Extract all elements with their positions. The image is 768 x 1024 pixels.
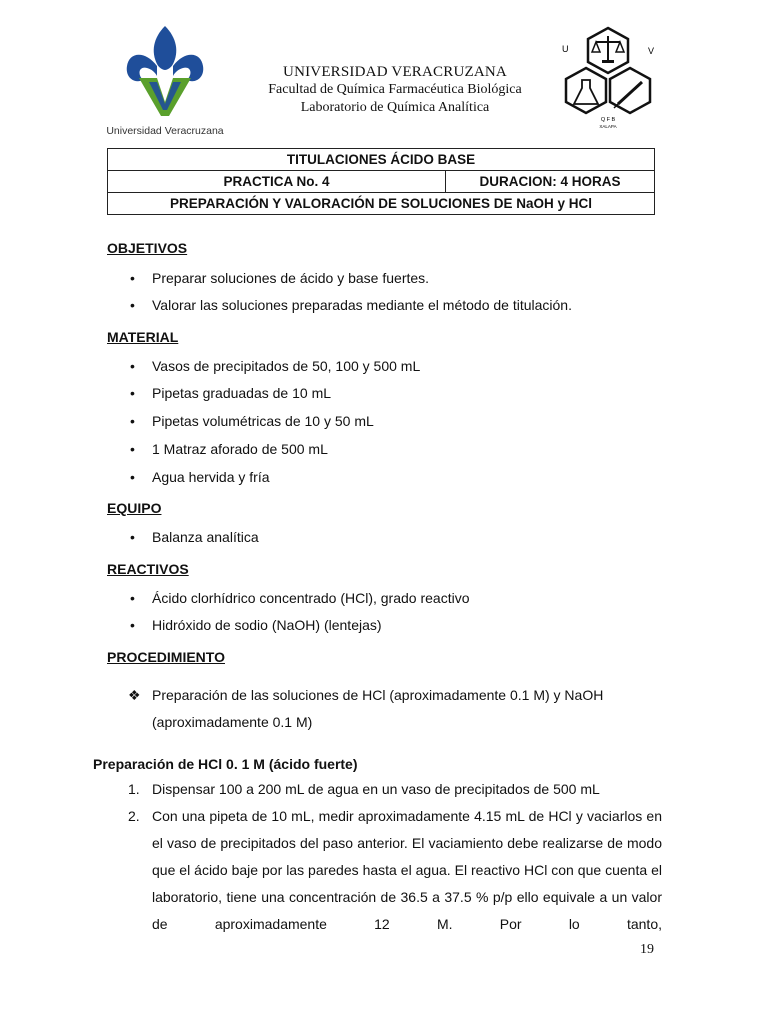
bullet-icon: • [130, 469, 135, 485]
bullet-icon: • [130, 358, 135, 374]
institution-header [230, 63, 560, 117]
bullet-icon: • [130, 270, 135, 286]
bullet-icon: • [130, 590, 135, 606]
practice-duration: DURACION: 4 HORAS [446, 171, 655, 193]
logo-letter-u: U [562, 44, 569, 54]
logo-letters-qfb: Q F B [600, 117, 616, 123]
fleur-de-lis-icon [123, 24, 207, 122]
page-number: 19 [640, 942, 654, 957]
hexagon-emblem-icon [556, 24, 660, 132]
bullet-icon: • [130, 297, 135, 313]
reactivos-heading: REACTIVOS [107, 561, 189, 577]
bullet-icon: • [130, 441, 135, 457]
document-page: Universidad Veracruzana UNIVERSIDAD VERACRUZANA Facultad de Química Farmacéutica Biológica Laboratorio de Química Analítica U V Q F B XALAPA TITULACIONES ÁCIDO BASE PRACTICA No. 4 DURACION: 4 HORAS PREPARACIÓN Y VALORACIÓN DE SOLUCIONES DE NaOH y HCl OBJETIVOS • Preparar soluciones de ácido y base fuertes. • Valorar las soluciones preparadas mediante el método de titulación. MATERIAL • Vasos de precipitados de 50, 100 y 500 mL • Pipetas graduadas de 10 mL • Pipetas volumétricas de 10 y 50 mL • 1 Matraz aforado de 500 mL • Agua hervida y fría EQUIPO • Balanza analítica REACTIVOS • Ácido clorhídrico concentrado (HCl), grado reactivo • Hidróxido de sodio (NaOH) (lentejas) PROCEDIMIENTO ❖ Preparación de las soluciones de HCl (aproximadamente 0.1 M) y NaOH (aproximadamente 0.1 M) Preparación de HCl 0. 1 M (ácido fuerte) 1. Dispensar 100 a 200 mL de agua en un vaso de precipitados de 500 mL 2. Con una pipeta de 10 mL, medir aproximadamente 4.15 mL de HCl y vaciarlos en el vaso de precipitados del paso anterior. El vaciamiento debe realizarse de modo que el ácido baje por las paredes hasta el agua. El reactivo HCl con que cuenta el laboratorio, tiene una concentración de 36.5 a 37.5 % p/p ello equivale a un valor de aproximadamente 12 M. Por lo tanto, 19 [0, 0, 768, 1024]
practice-number: PRACTICA No. 4 [108, 171, 446, 193]
bullet-icon: • [130, 413, 135, 429]
hcl-prep-heading: Preparación de HCl 0. 1 M (ácido fuerte) [93, 756, 358, 772]
uv-logo [100, 24, 230, 142]
uv-logo-caption: Universidad Veracruzana [106, 125, 224, 137]
lab-name: Laboratorio de Química Analítica [300, 100, 490, 115]
objetivos-heading: OBJETIVOS [107, 240, 188, 256]
material-heading: MATERIAL [107, 329, 179, 345]
list-item: 1. Dispensar 100 a 200 mL de agua en un vaso de precipitados de 500 mL [128, 781, 600, 797]
bullet-icon: • [130, 385, 135, 401]
practice-topic: TITULACIONES ÁCIDO BASE [108, 149, 655, 171]
equipo-heading: EQUIPO [107, 500, 162, 516]
diamond-bullet-icon: ❖ [128, 687, 141, 703]
practice-title-table [107, 148, 655, 215]
university-name: UNIVERSIDAD VERACRUZANA [283, 64, 507, 80]
bullet-icon: • [130, 529, 135, 545]
practice-subtitle: PREPARACIÓN Y VALORACIÓN DE SOLUCIONES DE NaOH y HCl [108, 193, 655, 215]
bullet-icon: • [130, 617, 135, 633]
qfb-logo [556, 24, 660, 132]
logo-letter-v: V [648, 46, 655, 56]
faculty-name: Facultad de Química Farmacéutica Biológica [268, 82, 522, 97]
logo-city: XALAPA [599, 124, 617, 129]
list-item: 2. Con una pipeta de 10 mL, medir aproximadamente 4.15 mL de HCl y vaciarlos en el vaso de precipitados del paso anterior. El vaciamiento debe realizarse de modo que el ácido baje por las paredes hasta el agua. El reactivo HCl con que cuenta el laboratorio, tiene una concentración de 36.5 a 37.5 % p/p ello equivale a un valor de aproximadamente 12 M. Por lo tanto, [128, 808, 662, 932]
procedimiento-heading: PROCEDIMIENTO [107, 649, 225, 665]
